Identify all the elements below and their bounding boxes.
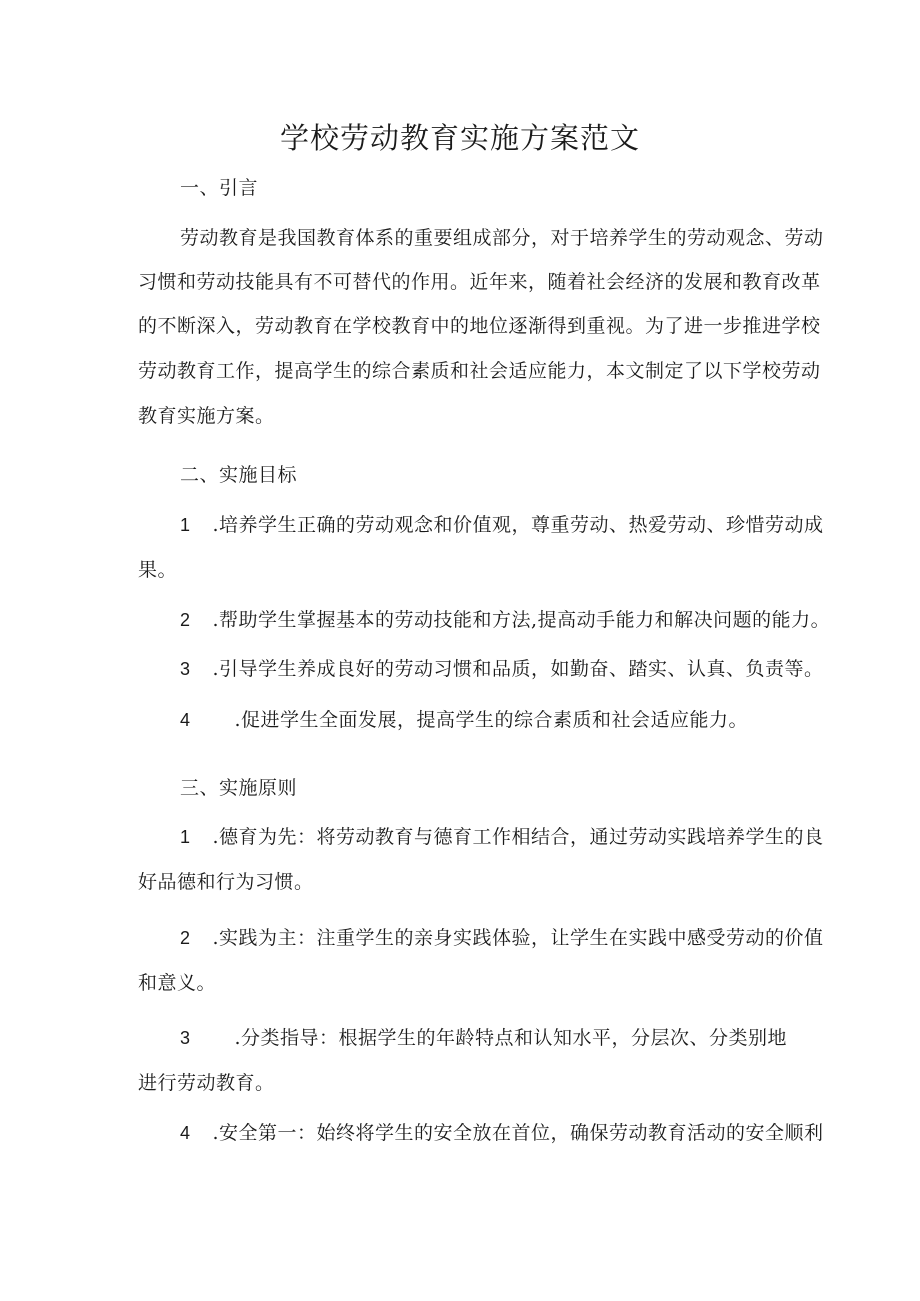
goal-item-number: 4 [180, 710, 191, 730]
intro-paragraph-line: 的不断深入，劳动教育在学校教育中的地位逐渐得到重视。为了进一步推进学校 [138, 315, 821, 337]
goal-item-text: .帮助学生掌握基本的劳动技能和方法,提高动手能力和解决问题的能力。 [212, 609, 831, 631]
section-heading-goals: 二、实施目标 [180, 464, 298, 486]
principle-item-number: 3 [180, 1028, 191, 1048]
goal-item-4 [180, 706, 748, 734]
section-heading-principles: 三、实施原则 [180, 777, 298, 799]
goal-item-1-continued: 果。 [138, 559, 178, 581]
document-title: 学校劳动教育实施方案范文 [279, 121, 640, 155]
principle-item-4 [180, 1119, 824, 1147]
principle-item-text: .安全第一：始终将学生的安全放在首位，确保劳动教育活动的安全顺利 [212, 1122, 824, 1144]
goal-item-text: .促进学生全面发展，提高学生的综合素质和社会适应能力。 [234, 709, 749, 731]
goal-item-number: 1 [180, 515, 191, 535]
principle-item-1 [180, 823, 824, 851]
intro-paragraph-line: 习惯和劳动技能具有不可替代的作用。近年来，随着社会经济的发展和教育改革 [138, 271, 821, 293]
principle-item-1-continued: 好品德和行为习惯。 [138, 871, 314, 893]
section-heading-intro: 一、引言 [180, 177, 259, 199]
principle-item-number: 4 [180, 1123, 191, 1143]
principle-item-text: .德育为先：将劳动教育与德育工作相结合，通过劳动实践培养学生的良 [212, 826, 824, 848]
principle-item-number: 1 [180, 827, 191, 847]
goal-item-text: .引导学生养成良好的劳动习惯和品质，如勤奋、踏实、认真、负责等。 [212, 658, 824, 680]
principle-item-text: .实践为主：注重学生的亲身实践体验，让学生在实践中感受劳动的价值 [212, 927, 824, 949]
principle-item-text: .分类指导：根据学生的年龄特点和认知水平，分层次、分类别地 [234, 1027, 788, 1049]
goal-item-text: .培养学生正确的劳动观念和价值观，尊重劳动、热爱劳动、珍惜劳动成 [212, 514, 824, 536]
principle-item-number: 2 [180, 928, 191, 948]
goal-item-number: 2 [180, 610, 191, 630]
principle-item-3-continued: 进行劳动教育。 [138, 1072, 275, 1094]
goal-item-2 [180, 606, 830, 634]
principle-item-2-continued: 和意义。 [138, 972, 217, 994]
goal-item-number: 3 [180, 659, 191, 679]
goal-item-3 [180, 655, 824, 683]
intro-paragraph-line: 教育实施方案。 [138, 405, 275, 427]
principle-item-2 [180, 924, 824, 952]
goal-item-1 [180, 511, 824, 539]
intro-paragraph-line: 劳动教育是我国教育体系的重要组成部分，对于培养学生的劳动观念、劳动 [180, 227, 824, 249]
intro-paragraph-line: 劳动教育工作，提高学生的综合素质和社会适应能力，本文制定了以下学校劳动 [138, 360, 821, 382]
principle-item-3 [180, 1024, 787, 1052]
